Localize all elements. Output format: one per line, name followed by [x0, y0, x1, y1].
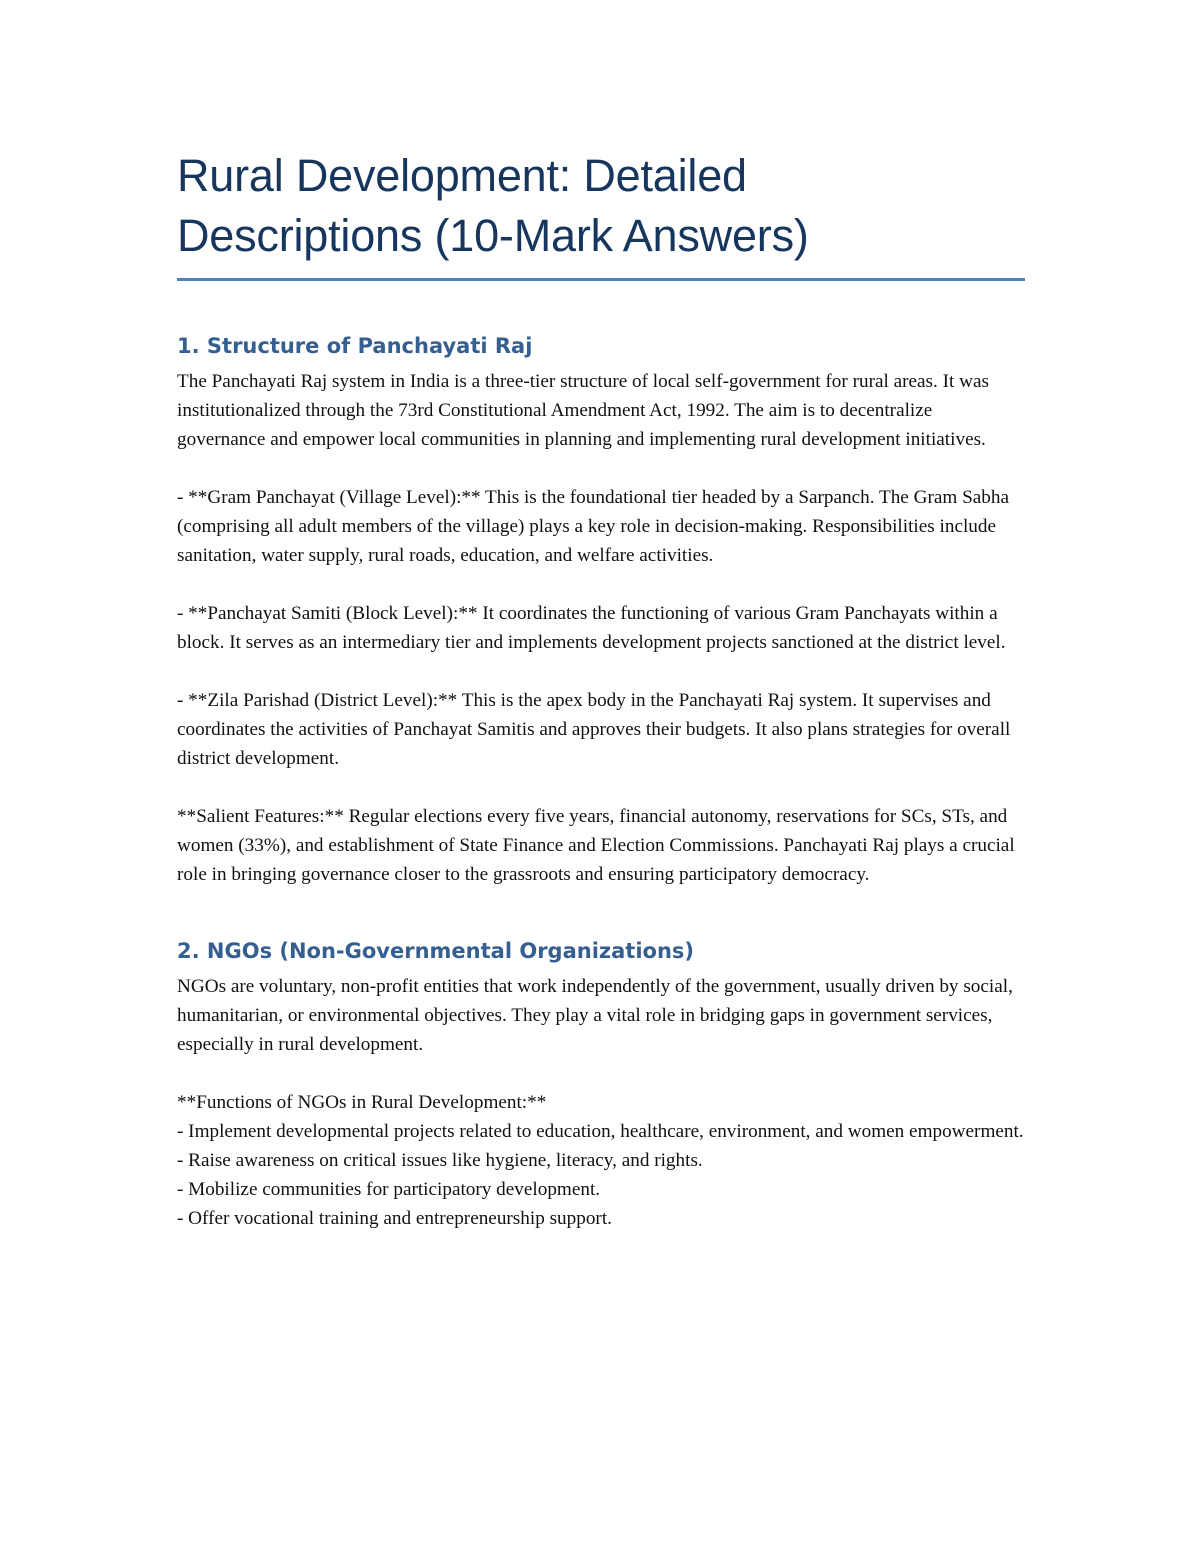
section-heading-panchayati-raj: 1. Structure of Panchayati Raj: [177, 334, 533, 358]
document-content: [177, 146, 1025, 1233]
paragraph-panchayat-samiti: - **Panchayat Samiti (Block Level):** It coordinates the functioning of various Gram Panchayats within a block. It serves as an intermediary tier and implements development projects sanctioned at the district level.: [177, 603, 1006, 653]
paragraph-spacer: [177, 773, 1025, 802]
document-title-line-1: Rural Development: Detailed: [177, 150, 747, 201]
paragraph-zila-parishad: - **Zila Parishad (District Level):** This is the apex body in the Panchayati Raj system. It supervises and coordinates the activities of Panchayat Samitis and approves their budgets. It also plans strategies for overall district development.: [177, 690, 1011, 769]
paragraph-ngo-functions-heading: **Functions of NGOs in Rural Development:**: [177, 1092, 547, 1113]
paragraph-gram-panchayat: - **Gram Panchayat (Village Level):** This is the foundational tier headed by a Sarpanch. The Gram Sabha (comprising all adult members of the village) plays a key role in decision-making. Responsibilities include sanitation, water supply, rural roads, education, and welfare activities.: [177, 487, 1009, 566]
document-title: [177, 146, 1025, 278]
paragraph-salient-features: **Salient Features:** Regular elections every five years, financial autonomy, reservations for SCs, STs, and women (33%), and establishment of State Finance and Election Commissions. Panchayati Raj plays a crucial role in bringing governance closer to the grassroots and ensuring participatory democracy.: [177, 806, 1015, 885]
paragraph-panchayati-raj-intro: The Panchayati Raj system in India is a three-tier structure of local self-government for rural areas. It was institutionalized through the 73rd Constitutional Amendment Act, 1992. The aim is to decentralize governance and empower local communities in planning and implementing rural development initiatives.: [177, 371, 989, 450]
title-underline-rule: [177, 278, 1025, 281]
list-item-ngo-function: - Raise awareness on critical issues like hygiene, literacy, and rights.: [177, 1150, 703, 1171]
list-item-ngo-function: - Offer vocational training and entrepreneurship support.: [177, 1208, 612, 1229]
paragraph-spacer: [177, 454, 1025, 483]
paragraph-spacer: [177, 1059, 1025, 1088]
paragraph-spacer: [177, 657, 1025, 686]
section-heading-ngos: 2. NGOs (Non-Governmental Organizations): [177, 939, 695, 963]
paragraph-spacer: [177, 570, 1025, 599]
list-item-ngo-function: - Mobilize communities for participatory development.: [177, 1179, 601, 1200]
list-item-ngo-function: - Implement developmental projects related to education, healthcare, environment, and women empowerment.: [177, 1121, 1024, 1142]
document-title-line-2: Descriptions (10-Mark Answers): [177, 210, 809, 261]
section-spacer: [177, 889, 1025, 936]
paragraph-ngos-intro: NGOs are voluntary, non-profit entities that work independently of the government, usually driven by social, humanitarian, or environmental objectives. They play a vital role in bridging gaps in government services, especially in rural development.: [177, 976, 1013, 1055]
